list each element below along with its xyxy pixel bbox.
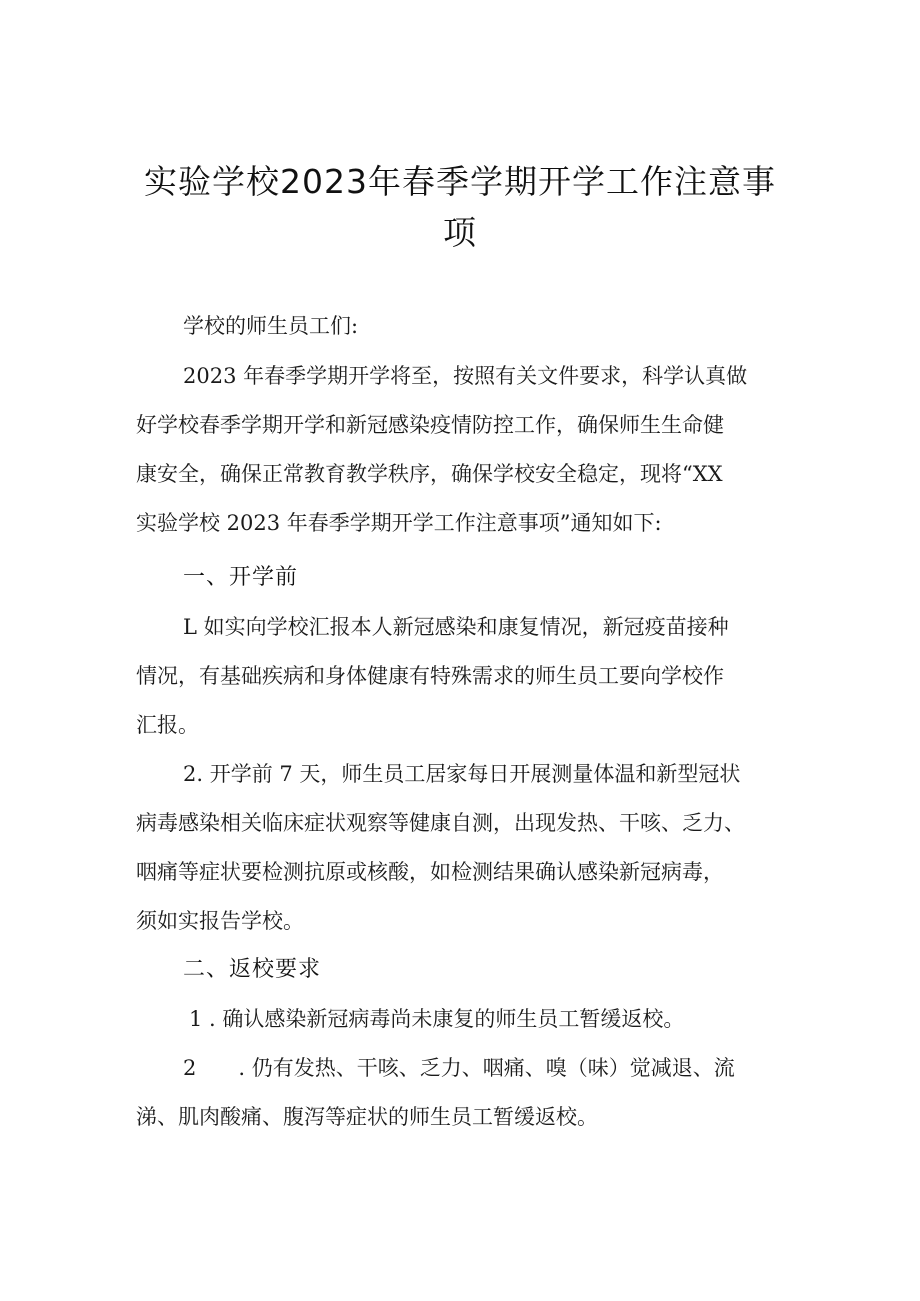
section-heading-before-school: 一、开学前 <box>183 565 299 590</box>
section2-item2-line: 2 . 仍有发热、干咳、乏力、咽痛、嗅（味）觉减退、流 <box>183 1056 735 1080</box>
intro-line: 实验学校 2023 年春季学期开学工作注意事项”通知如下: <box>136 511 662 535</box>
section-heading-return-requirements: 二、返校要求 <box>183 957 322 982</box>
intro-line: 2023 年春季学期开学将至，按照有关文件要求，科学认真做 <box>183 364 748 388</box>
section1-item1-line: 汇报。 <box>136 713 199 737</box>
section1-item2-line: 须如实报告学校。 <box>136 909 304 933</box>
section1-item2-line: 咽痛等症状要检测抗原或核酸，如检测结果确认感染新冠病毒， <box>136 860 724 884</box>
section2-item1-line: 1 . 确认感染新冠病毒尚未康复的师生员工暂缓返校。 <box>189 1007 685 1031</box>
intro-line: 康安全，确保正常教育教学秩序，确保学校安全稳定，现将“XX <box>136 462 723 486</box>
salutation: 学校的师生员工们: <box>183 314 359 338</box>
section1-item1-line: L 如实向学校汇报本人新冠感染和康复情况，新冠疫苗接种 <box>183 615 729 639</box>
section2-item2-line: 涕、肌肉酸痛、腹泻等症状的师生员工暂缓返校。 <box>136 1105 598 1129</box>
section1-item2-line: 病毒感染相关临床症状观察等健康自测，出现发热、干咳、乏力、 <box>136 811 745 835</box>
section1-item1-line: 情况，有基础疾病和身体健康有特殊需求的师生员工要向学校作 <box>136 664 724 688</box>
document-title-line-2: 项 <box>443 213 477 252</box>
section1-item2-line: 2. 开学前 7 天，师生员工居家每日开展测量体温和新型冠状 <box>183 762 741 786</box>
intro-line: 好学校春季学期开学和新冠感染疫情防控工作，确保师生生命健 <box>136 413 724 437</box>
document-title-line-1: 实验学校2023年春季学期开学工作注意事 <box>144 162 776 201</box>
